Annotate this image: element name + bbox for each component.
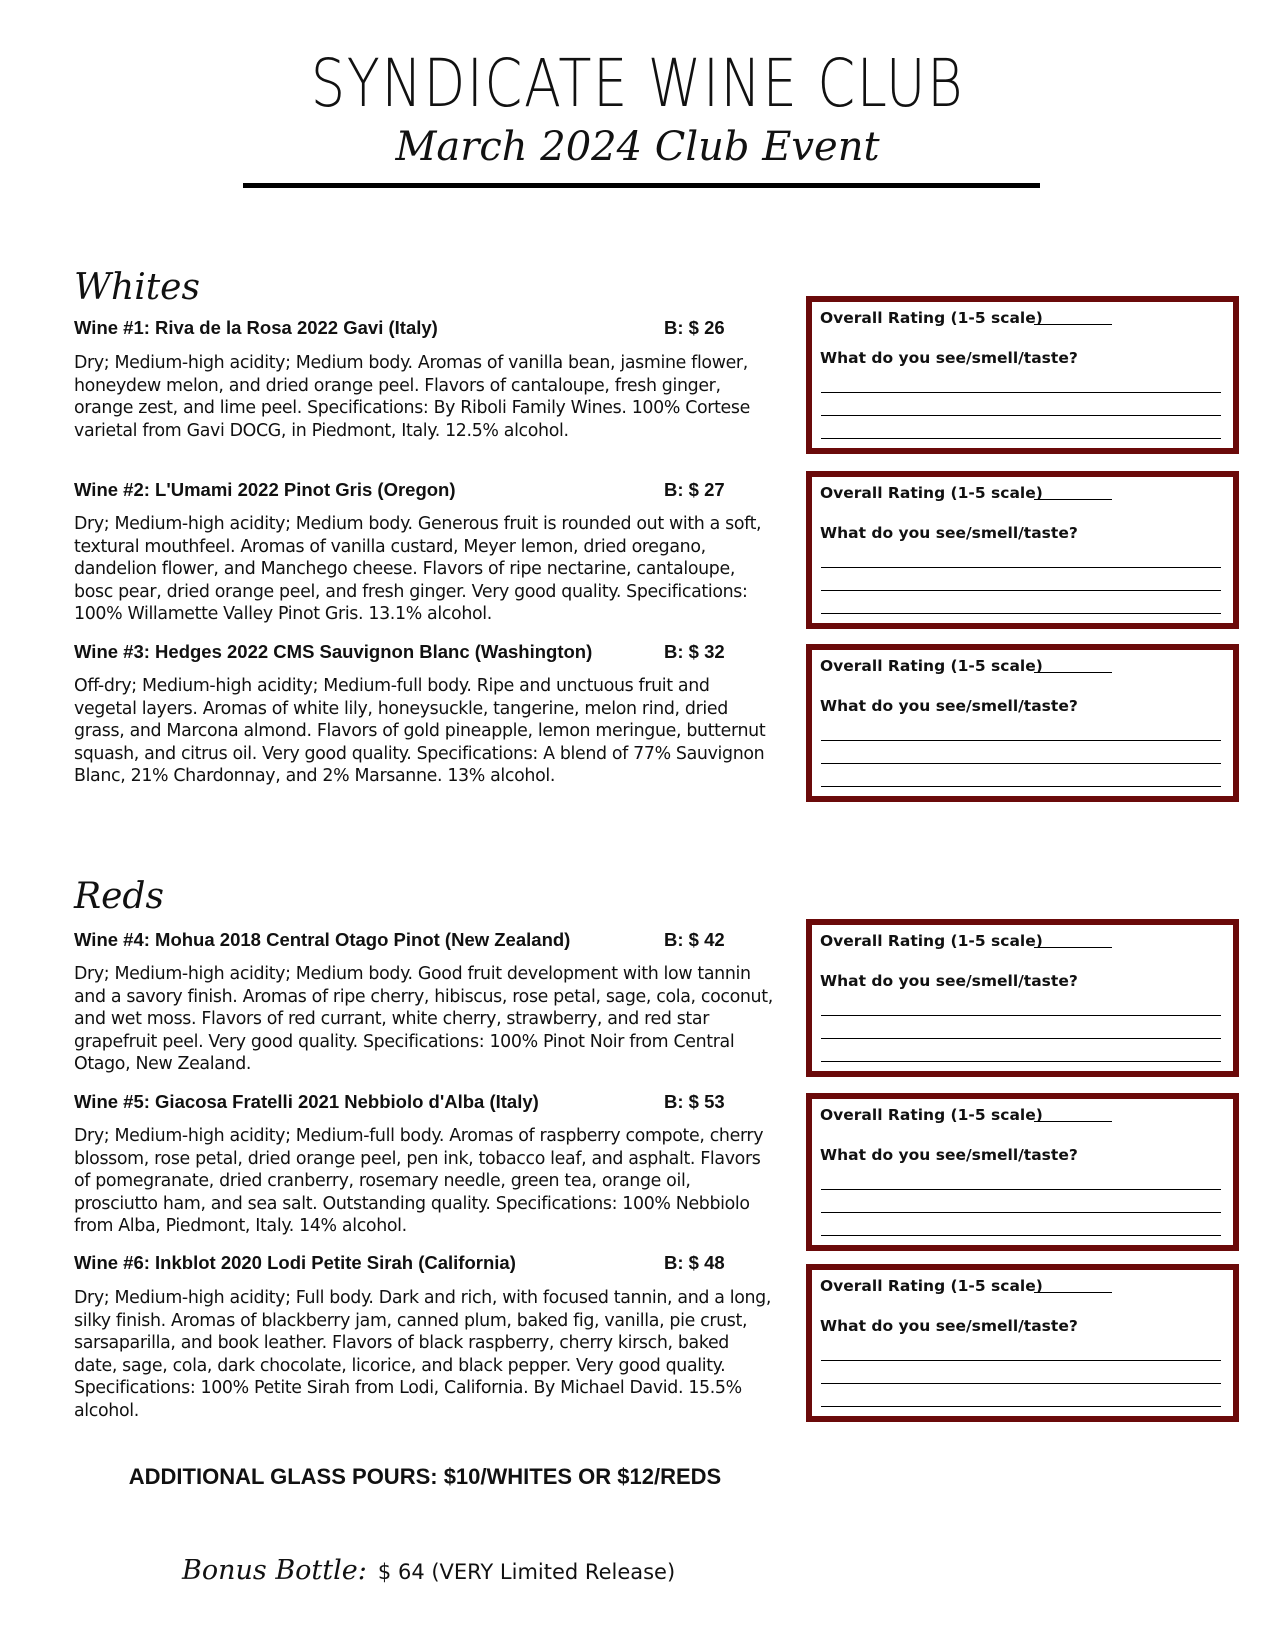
wine-description: Dry; Medium-high acidity; Medium body. Generous fruit is rounded out with a soft, textural mouthfeel. Aromas of vanilla custard, Meyer lemon, dried oregano, dandelion flower, and Manchego cheese. Flavors of ripe nectarine, cantaloupe, bosc pear, dried orange peel, and fresh ginger. Very good quality. Specifications: 100% Willamette Valley Pinot Gris. 13.1% alcohol. <box>74 514 762 625</box>
rating-input-line[interactable] <box>1034 324 1112 325</box>
header-divider <box>243 183 1040 188</box>
notes-question: What do you see/smell/taste? <box>820 972 1078 990</box>
rating-card <box>806 471 1239 629</box>
club-title: SYNDICATE WINE CLUB <box>310 45 965 122</box>
rating-label: Overall Rating (1-5 scale) <box>820 1277 1043 1295</box>
rating-input-line[interactable] <box>1034 947 1112 948</box>
additional-pours-note: ADDITIONAL GLASS POURS: $10/WHITES OR $12/REDS <box>128 1464 722 1489</box>
wine-price: B: $ 27 <box>664 479 725 500</box>
rating-card <box>806 296 1239 454</box>
notes-question: What do you see/smell/taste? <box>820 697 1078 715</box>
wine-description: Off-dry; Medium-high acidity; Medium-full body. Ripe and unctuous fruit and vegetal layers. Aromas of white lily, honeysuckle, tangerine, melon rind, dried grass, and Marcona almond. Flavors of gold pineapple, lemon meringue, butternut squash, and citrus oil. Very good quality. Specifications: A blend of 77% Sauvignon Blanc, 21% Chardonnay, and 2% Marsanne. 13% alcohol. <box>74 676 766 787</box>
notes-question: What do you see/smell/taste? <box>820 1146 1078 1164</box>
rating-label: Overall Rating (1-5 scale) <box>820 309 1043 327</box>
rating-label: Overall Rating (1-5 scale) <box>820 657 1043 675</box>
wine-price: B: $ 32 <box>664 641 725 662</box>
notes-line[interactable] <box>821 740 1221 741</box>
wine-title: Wine #5: Giacosa Fratelli 2021 Nebbiolo d'Alba (Italy) <box>74 1091 539 1112</box>
wine-title: Wine #2: L'Umami 2022 Pinot Gris (Oregon) <box>74 479 456 500</box>
rating-input-line[interactable] <box>1034 499 1112 500</box>
wine-price: B: $ 53 <box>664 1091 725 1112</box>
notes-line[interactable] <box>821 567 1221 568</box>
wine-title: Wine #3: Hedges 2022 CMS Sauvignon Blanc (Washington) <box>74 641 593 662</box>
rating-label: Overall Rating (1-5 scale) <box>820 1106 1043 1124</box>
notes-line[interactable] <box>821 1061 1221 1062</box>
wine-price: B: $ 26 <box>664 317 725 338</box>
notes-line[interactable] <box>821 1212 1221 1213</box>
wine-description: Dry; Medium-high acidity; Medium-full body. Aromas of raspberry compote, cherry blossom, rose petal, dried orange peel, pen ink, tobacco leaf, and asphalt. Flavors of pomegranate, dried cranberry, rosemary needle, green tea, orange oil, prosciutto ham, and sea salt. Outstanding quality. Specifications: 100% Nebbiolo from Alba, Piedmont, Italy. 14% alcohol. <box>74 1126 764 1237</box>
wine-title: Wine #4: Mohua 2018 Central Otago Pinot (New Zealand) <box>74 929 571 950</box>
notes-line[interactable] <box>821 1383 1221 1384</box>
wine-title: Wine #6: Inkblot 2020 Lodi Petite Sirah (California) <box>74 1252 516 1273</box>
wine-header <box>74 1252 734 1274</box>
notes-line[interactable] <box>821 763 1221 764</box>
notes-line[interactable] <box>821 786 1221 787</box>
wine-description: Dry; Medium-high acidity; Full body. Dark and rich, with focused tannin, and a long, silky finish. Aromas of blackberry jam, canned plum, baked fig, vanilla, pie crust, sarsaparilla, and book leather. Flavors of black raspberry, cherry kirsch, baked date, sage, cola, dark chocolate, licorice, and black pepper. Very good quality. Specifications: 100% Petite Sirah from Lodi, California. By Michael David. 15.5% alcohol. <box>74 1288 772 1421</box>
rating-card <box>806 919 1239 1077</box>
rating-card <box>806 644 1239 802</box>
wine-description: Dry; Medium-high acidity; Medium body. Good fruit development with low tannin and a savory finish. Aromas of ripe cherry, hibiscus, rose petal, sage, cola, coconut, and wet moss. Flavors of red currant, white cherry, strawberry, and red star grapefruit peel. Very good quality. Specifications: 100% Pinot Noir from Central Otago, New Zealand. <box>74 964 773 1075</box>
notes-line[interactable] <box>821 1189 1221 1190</box>
notes-line[interactable] <box>821 1406 1221 1407</box>
notes-question: What do you see/smell/taste? <box>820 1317 1078 1335</box>
section-heading-reds: Reds <box>74 876 164 917</box>
rating-card <box>806 1264 1239 1422</box>
wine-title: Wine #1: Riva de la Rosa 2022 Gavi (Italy) <box>74 317 438 338</box>
wine-header <box>74 929 734 951</box>
wine-header <box>74 479 734 501</box>
notes-line[interactable] <box>821 590 1221 591</box>
notes-line[interactable] <box>821 392 1221 393</box>
wine-price: B: $ 48 <box>664 1252 725 1273</box>
notes-line[interactable] <box>821 438 1221 439</box>
notes-question: What do you see/smell/taste? <box>820 524 1078 542</box>
bonus-bottle-label: Bonus Bottle: <box>182 1555 367 1586</box>
section-heading-whites: Whites <box>74 267 200 308</box>
rating-label: Overall Rating (1-5 scale) <box>820 484 1043 502</box>
notes-line[interactable] <box>821 1360 1221 1361</box>
rating-card <box>806 1093 1239 1251</box>
wine-header <box>74 317 734 339</box>
rating-input-line[interactable] <box>1034 1292 1112 1293</box>
notes-question: What do you see/smell/taste? <box>820 349 1078 367</box>
rating-label: Overall Rating (1-5 scale) <box>820 932 1043 950</box>
rating-input-line[interactable] <box>1034 672 1112 673</box>
rating-input-line[interactable] <box>1034 1121 1112 1122</box>
bonus-bottle <box>182 1553 675 1592</box>
bonus-bottle-text: $ 64 (VERY Limited Release) <box>377 1560 676 1584</box>
wine-price: B: $ 42 <box>664 929 725 950</box>
notes-line[interactable] <box>821 1235 1221 1236</box>
notes-line[interactable] <box>821 1038 1221 1039</box>
wine-header <box>74 1091 734 1113</box>
event-subtitle: March 2024 Club Event <box>395 124 880 170</box>
notes-line[interactable] <box>821 415 1221 416</box>
wine-description: Dry; Medium-high acidity; Medium body. Aromas of vanilla bean, jasmine flower, honeydew melon, and dried orange peel. Flavors of cantaloupe, fresh ginger, orange zest, and lime peel. Specifications: By Riboli Family Wines. 100% Cortese varietal from Gavi DOCG, in Piedmont, Italy. 12.5% alcohol. <box>74 353 750 441</box>
notes-line[interactable] <box>821 613 1221 614</box>
notes-line[interactable] <box>821 1015 1221 1016</box>
wine-header <box>74 641 734 663</box>
